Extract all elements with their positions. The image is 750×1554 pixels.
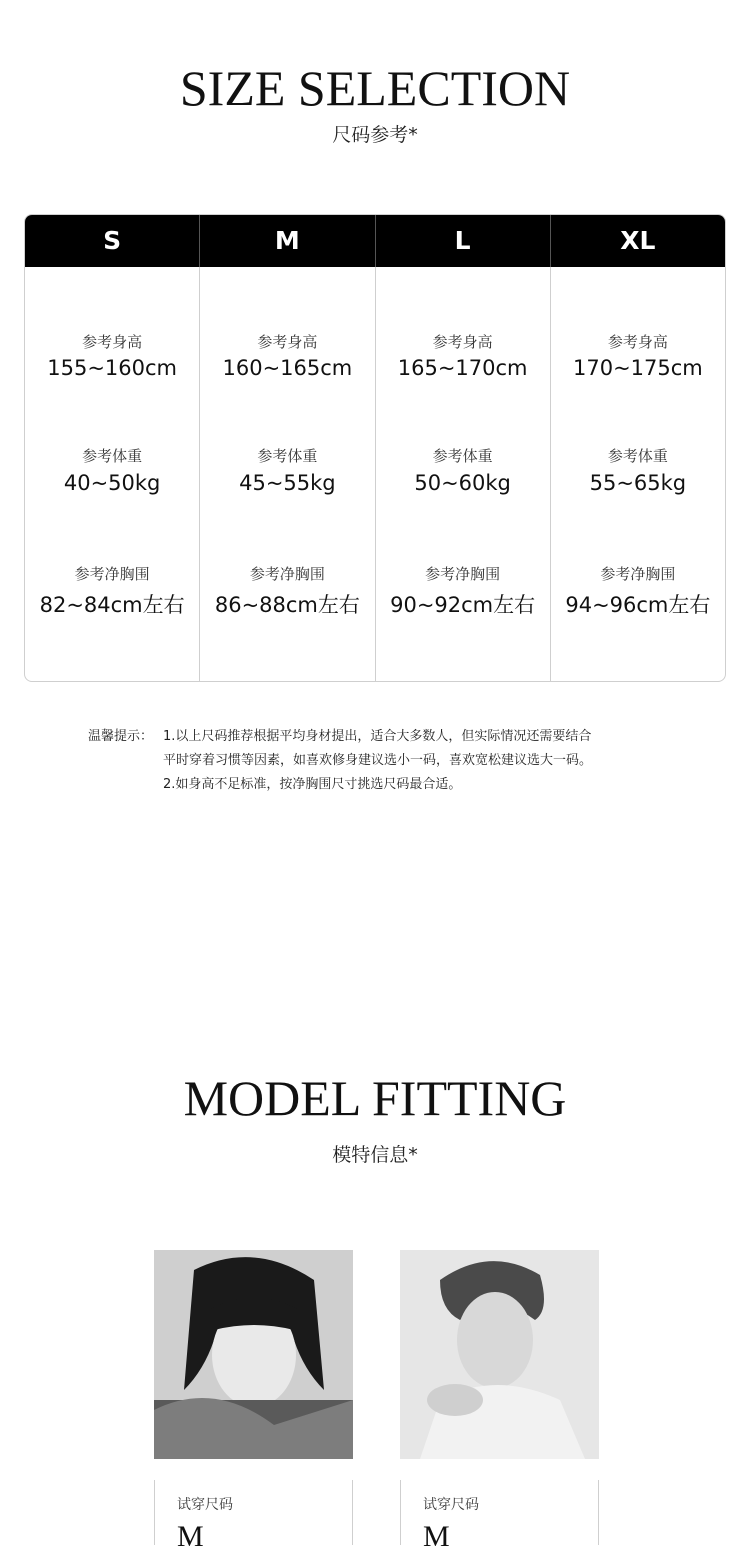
model-photo: [400, 1250, 599, 1459]
bust-label: 参考净胸围: [74, 565, 150, 583]
model-info-card: [154, 1480, 353, 1553]
weight-label: 参考体重: [432, 447, 493, 465]
size-header-xl: XL: [620, 226, 656, 255]
size-column-m: [200, 267, 375, 682]
size-column-xl: [551, 267, 725, 682]
weight-value: 50~60kg: [414, 471, 511, 495]
size-header-l: L: [376, 215, 551, 267]
size-table-header: [25, 215, 725, 267]
size-column-s: [25, 267, 200, 682]
weight-label: 参考体重: [82, 447, 143, 465]
height-label: 参考身高: [432, 333, 493, 351]
size-header-m: M: [200, 215, 375, 267]
height-value: 160~165cm: [222, 356, 353, 380]
bust-label: 参考净胸围: [425, 565, 501, 583]
model-photo-illustration: [154, 1250, 353, 1459]
model-subtitle: 模特信息*: [332, 1144, 418, 1166]
weight-label: 参考体重: [607, 447, 668, 465]
bust-label: 参考净胸围: [249, 565, 325, 583]
model-photo: [154, 1250, 353, 1459]
bust-value: 94~96cm左右: [565, 593, 711, 617]
size-column-l: [376, 267, 551, 682]
weight-value: 45~55kg: [239, 471, 336, 495]
note-line: 1.以上尺码推荐根据平均身材提出，适合大多数人，但实际情况还需要结合: [163, 729, 592, 744]
height-label: 参考身高: [82, 333, 143, 351]
height-value: 155~160cm: [47, 356, 177, 380]
height-label: 参考身高: [607, 333, 668, 351]
bust-value: 86~88cm左右: [214, 593, 360, 617]
model-photo-illustration: [400, 1250, 599, 1459]
bust-label: 参考净胸围: [600, 565, 676, 583]
size-title: SIZE SELECTION: [179, 60, 571, 116]
bust-value: 90~92cm左右: [390, 593, 536, 617]
bust-value: 82~84cm左右: [39, 593, 185, 617]
size-header-s: S: [25, 215, 200, 267]
weight-label: 参考体重: [257, 447, 318, 465]
height-value: 165~170cm: [397, 356, 528, 380]
size-table-body: [25, 267, 725, 682]
try-size-value: M: [177, 1520, 204, 1553]
try-size-value: M: [423, 1520, 450, 1553]
height-label: 参考身高: [257, 333, 318, 351]
height-value: 170~175cm: [572, 356, 703, 380]
size-table: [24, 214, 726, 682]
size-subtitle: 尺码参考*: [332, 124, 418, 146]
try-size-label: 试穿尺码: [423, 1497, 479, 1513]
model-title: MODEL FITTING: [183, 1070, 567, 1126]
note-line: 2.如身高不足标准，按净胸围尺寸挑选尺码最合适。: [163, 777, 462, 792]
weight-value: 55~65kg: [589, 471, 687, 495]
note-line: 平时穿着习惯等因素，如喜欢修身建议选小一码，喜欢宽松建议选大一码。: [163, 753, 593, 768]
weight-value: 40~50kg: [63, 471, 161, 495]
model-info-card: [400, 1480, 599, 1553]
try-size-label: 试穿尺码: [177, 1497, 233, 1513]
note-prefix: 温馨提示：: [88, 729, 154, 744]
